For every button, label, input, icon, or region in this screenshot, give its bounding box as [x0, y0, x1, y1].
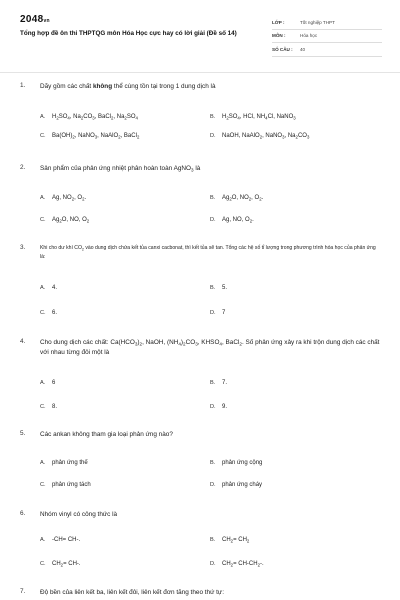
option-text: $CH_2= CH_2$: [222, 537, 250, 544]
option-text: 9.: [222, 404, 228, 410]
header-divider: [0, 72, 400, 73]
option-letter: A.: [40, 380, 46, 386]
answer-option-d[interactable]: [210, 561, 264, 567]
answer-option-b[interactable]: [210, 460, 262, 466]
option-letter: C.: [40, 217, 46, 223]
document-title: Tổng hợp đề ôn thi THPTQG môn Hóa Học cực hay có lời giải (Đề số 14): [20, 30, 237, 37]
answer-option-d[interactable]: [210, 404, 227, 410]
option-letter: B.: [210, 460, 216, 466]
option-letter: A.: [40, 285, 46, 291]
answer-option-c[interactable]: [40, 217, 89, 223]
answer-option-b[interactable]: [210, 114, 296, 120]
document-meta-table: [272, 16, 382, 57]
option-letter: D.: [210, 217, 216, 223]
option-text: phản ứng cháy: [222, 482, 263, 488]
meta-key: SỐ CÂU :: [272, 46, 293, 52]
option-text: 4.: [52, 285, 58, 291]
option-letter: C.: [40, 482, 46, 488]
option-letter: C.: [40, 133, 46, 139]
answer-option-c[interactable]: [40, 404, 57, 410]
answer-option-c[interactable]: [40, 133, 139, 139]
question-number: 3.: [20, 244, 26, 251]
option-text: Ag, $NO_2$, $O_2$.: [52, 195, 87, 202]
question-number: 2.: [20, 164, 26, 171]
meta-row-question-count: [272, 43, 382, 57]
option-letter: B.: [210, 114, 216, 120]
answer-option-b[interactable]: [210, 195, 263, 201]
option-letter: D.: [210, 482, 216, 488]
question-text: Cho dung dịch các chất: $Ca(HCO_3)_2$, NaOH, $(NH_4)_2CO_3$, $KHSO_4$, BaCl$_2$. Số phản ứng xảy ra khi trộn dung dịch các chất với nhau từng đôi một là: [40, 339, 380, 356]
option-letter: A.: [40, 114, 46, 120]
answer-option-c[interactable]: [40, 561, 81, 567]
question-number: 4.: [20, 338, 26, 345]
answer-option-a[interactable]: [40, 195, 86, 201]
answer-option-c[interactable]: [40, 310, 57, 316]
option-letter: A.: [40, 195, 46, 201]
answer-option-a[interactable]: [40, 380, 55, 386]
answer-option-d[interactable]: [210, 217, 254, 223]
option-text: phản ứng thế: [52, 460, 88, 466]
option-letter: D.: [210, 133, 216, 139]
option-letter: A.: [40, 460, 46, 466]
option-letter: B.: [210, 285, 216, 291]
meta-value: Hóa học: [300, 33, 318, 39]
option-text: 7.: [222, 380, 228, 386]
option-letter: D.: [210, 310, 216, 316]
document-header: [20, 14, 380, 62]
answer-option-d[interactable]: [210, 310, 225, 316]
meta-row-subject: [272, 30, 382, 44]
answer-option-b[interactable]: [210, 537, 249, 543]
option-text: $H_2SO_4$, $Na_2CO_3$, BaCl$_2$, $Na_2SO_4$: [52, 114, 138, 121]
option-letter: B.: [210, 380, 216, 386]
option-text: 7: [222, 310, 226, 316]
option-text: $Ag_2O$, NO, $O_2$: [52, 217, 90, 224]
option-letter: C.: [40, 310, 46, 316]
option-text: NaOH, NaAlO$_2$, NaNO$_3$, $Na_2CO_3$: [222, 133, 310, 140]
question-text: Khi cho dư khí $CO_2$ vào dung dịch chứa kết tủa canxi cacbonat, thì kết tủa sẽ tan. Tổng các hệ số tỉ lượng trong phương trình hóa học của phản ứng là:: [40, 245, 376, 260]
answer-option-a[interactable]: [40, 285, 57, 291]
question-text: Dãy gồm các chất không thể cùng tồn tại trong 1 dung dịch là: [40, 83, 216, 90]
option-text: Ag, NO, $O_2$.: [222, 217, 254, 224]
option-text: $CH_2= CH-CH_2-$.: [222, 561, 264, 568]
answer-option-c[interactable]: [40, 482, 91, 488]
option-letter: D.: [210, 561, 216, 567]
answer-option-d[interactable]: [210, 133, 309, 139]
meta-value: 40: [300, 46, 306, 52]
meta-key: LỚP :: [272, 19, 285, 25]
question-number: 1.: [20, 82, 26, 89]
option-text: phản ứng tách: [52, 482, 91, 488]
question-text: Độ bền của liên kết ba, liên kết đôi, liên kết đơn tăng theo thứ tự:: [40, 589, 224, 596]
option-letter: A.: [40, 537, 46, 543]
question-text: Sản phẩm của phản ứng nhiệt phân hoàn toàn AgNO$_3$ là: [40, 165, 201, 173]
question-number: 7.: [20, 588, 26, 595]
option-text: $CH_2= CH-$.: [52, 561, 81, 568]
question-number: 5.: [20, 430, 26, 437]
option-letter: B.: [210, 195, 216, 201]
option-text: $Ag_2O$, $NO_2$, $O_2$.: [222, 195, 264, 202]
option-text: 8.: [52, 404, 58, 410]
meta-value: Tốt nghiệp THPT: [300, 19, 335, 25]
option-text: -CH= CH-.: [52, 537, 81, 543]
question-number: 6.: [20, 510, 26, 517]
answer-option-b[interactable]: [210, 285, 227, 291]
option-letter: D.: [210, 404, 216, 410]
question-text: Nhóm vinyl có công thức là: [40, 511, 118, 518]
option-text: 6: [52, 380, 56, 386]
answer-option-a[interactable]: [40, 460, 88, 466]
answer-option-a[interactable]: [40, 537, 80, 543]
meta-row-class: [272, 16, 382, 30]
answer-option-a[interactable]: [40, 114, 138, 120]
option-text: 6.: [52, 310, 58, 316]
answer-option-d[interactable]: [210, 482, 262, 488]
question-text: Các ankan không tham gia loại phản ứng nào?: [40, 431, 173, 438]
option-letter: C.: [40, 404, 46, 410]
option-text: phản ứng cộng: [222, 460, 263, 466]
meta-key: MÔN :: [272, 33, 286, 39]
answer-option-b[interactable]: [210, 380, 227, 386]
option-text: $Ba(OH)_2$, NaNO$_3$, NaAlO$_2$, BaCl$_2$: [52, 133, 140, 140]
site-logo[interactable]: 2048vn: [20, 14, 50, 25]
option-letter: B.: [210, 537, 216, 543]
option-text: 5.: [222, 285, 228, 291]
option-text: $H_2SO_4$, HCl, $NH_4Cl$, NaNO$_3$: [222, 114, 296, 121]
option-letter: C.: [40, 561, 46, 567]
